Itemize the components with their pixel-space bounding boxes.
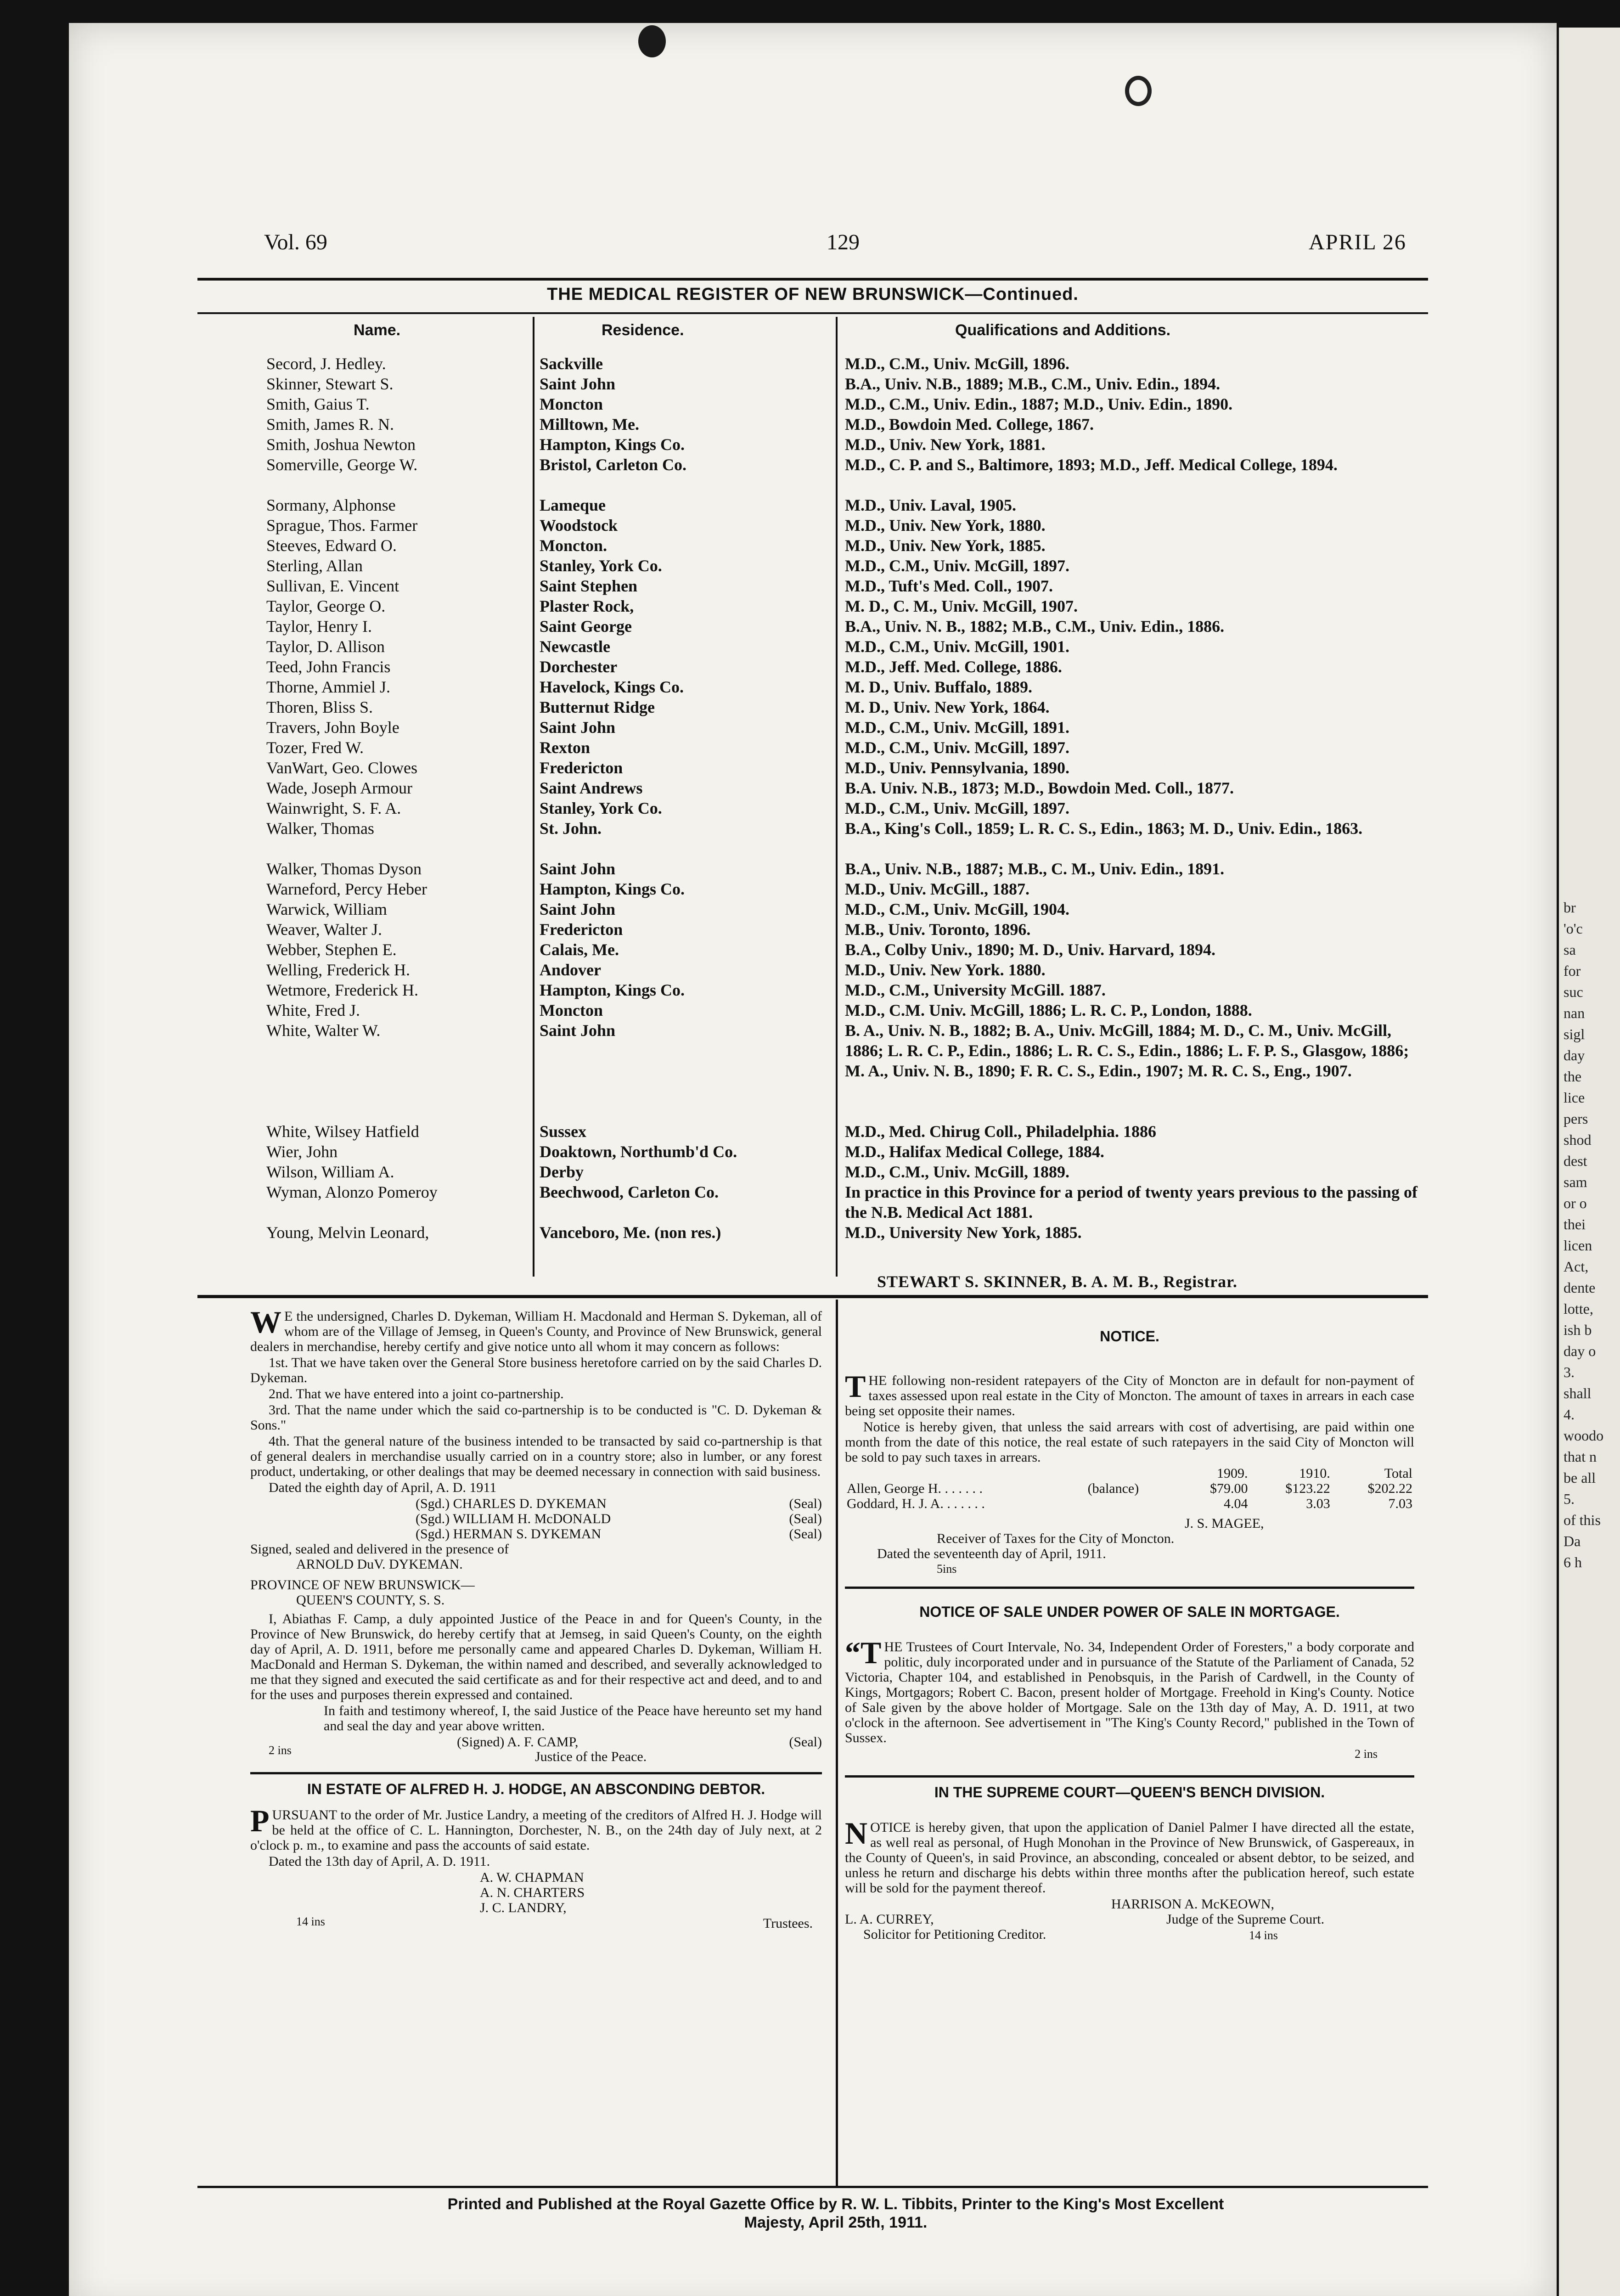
- register-name: Smith, Joshua Newton: [266, 435, 416, 454]
- moncton-notice: NOTICE. THE following non-resident ratepayers of the City of Moncton are in default for non-payment of taxes assessed upon real estate in the City of Moncton. The amount of taxes in arrears in each case being set opposite their names. Notice is hereby given, that unless the said arrears with cost of advertising, are paid within one month from the date of this notice, the real estate of such ratepayers in the said City of Moncton will be sold to pay such taxes in arrears. 1909. 1910. Total Allen, George H. . . . . . . (balance) $79.00 $123.22 $202.22 Goddard, H. J. A. . . . . . . 4.04 3.03 7.03 J. S. MAGEE, Receiver of Taxes for the City of Moncton. Dated the seventeenth day of April, 1911. 5ins: [845, 1328, 1414, 1576]
- register-qualification: M.D., Univ. Pennsylvania, 1890.: [845, 759, 1070, 777]
- edge-text-fragment: dest: [1564, 1153, 1587, 1169]
- volume-number: Vol. 69: [264, 230, 327, 254]
- register-residence: Saint Andrews: [540, 779, 643, 797]
- register-name: Wier, John: [266, 1142, 338, 1161]
- edge-text-fragment: ish b: [1564, 1322, 1592, 1338]
- supreme-court-notice: IN THE SUPREME COURT—QUEEN'S BENCH DIVISION. NOTICE is hereby given, that upon the application of Daniel Palmer I have directed all the estate, as well real as personal, of Hugh Monohan in the Province of New Brunswick, of Gaspereaux, in the County of Queen's, in said Province, an absconding, concealed or absent debtor, to be seized, and unless he return and discharge his debts within three months after the publication hereof, such estate will be sold for the payment thereof. HARRISON A. McKEOWN, L. A. CURREY, Judge of the Supreme Court. Solicitor for Petitioning Creditor. 14 ins: [845, 1784, 1414, 1942]
- register-residence: Havelock, Kings Co.: [540, 678, 684, 696]
- drop-cap: W: [250, 1305, 281, 1339]
- register-residence: St. John.: [540, 819, 602, 838]
- register-qualification: M.D., Univ. New York, 1885.: [845, 536, 1046, 555]
- register-residence: Woodstock: [540, 516, 618, 535]
- register-residence: Hampton, Kings Co.: [540, 981, 685, 999]
- hodge-notice: IN ESTATE OF ALFRED H. J. HODGE, AN ABSCONDING DEBTOR. PURSUANT to the order of Mr. Justice Landry, a meeting of the creditors of Alfred H. J. Hodge will be held at the office of C. L. Hannington, Dorchester, N. B., on the 24th day of July next, at 2 o'clock p. m., to examine and pass the accounts of said estate. Dated the 13th day of April, A. D. 1911. A. W. CHAPMAN A. N. CHARTERS J. C. LANDRY, 14 ins Trustees.: [250, 1781, 822, 1931]
- register-qualification: In practice in this Province for a period of twenty years previous to the passing of the N.B. Medical Act 1881.: [845, 1183, 1418, 1221]
- register-name: Skinner, Stewart S.: [266, 375, 394, 393]
- edge-text-fragment: shall: [1564, 1385, 1592, 1401]
- register-name: Sterling, Allan: [266, 557, 363, 575]
- edge-text-fragment: day: [1564, 1047, 1585, 1064]
- register-residence: Saint John: [540, 718, 616, 737]
- imprint: Printed and Published at the Royal Gazette Office by R. W. L. Tibbits, Printer to the King's Most Excellent Majesty, April 25th, 1911.: [447, 2195, 1224, 2231]
- register-name: Welling, Frederick H.: [266, 961, 411, 979]
- table-header-row: 1909. 1910. Total: [1217, 1466, 1412, 1481]
- register-name: Young, Melvin Leonard,: [266, 1223, 429, 1242]
- edge-text-fragment: nan: [1564, 1005, 1585, 1021]
- moncton-title: NOTICE.: [1100, 1328, 1159, 1345]
- register-qualification: M.D., Med. Chirug Coll., Philadelphia. 1886: [845, 1122, 1157, 1141]
- edge-text-fragment: sa: [1564, 941, 1576, 958]
- register-name: Warneford, Percy Heber: [266, 880, 427, 898]
- binding-ring: [1125, 76, 1152, 106]
- register-name: Thoren, Bliss S.: [266, 698, 373, 716]
- edge-text-fragment: 4.: [1564, 1406, 1575, 1423]
- dykeman-notice: W E the undersigned, Charles D. Dykeman, William H. Macdonald and Herman S. Dykeman, all of whom are of the Village of Jemseg, in Queen's County, and Province of New Brunswick, general dealers in merchandise, hereby certify and give notice unto all whom it may concern as follows: 1st. That we have taken over the General Store business heretofore carried on by the said Charles D. Dykeman. 2nd. That we have entered into a joint co-partnership. 3rd. That the name under which the said co-partnership is to be conducted is "C. D. Dykeman & Sons." 4th. That the general nature of the business intended to be transacted by said co-partnership is that of general dealers in merchandise usually carried on in a country store; also in lumber, or any forest product, undertaking, or other dealings that may be deemed necessary in connection with said business. Dated the eighth day of April, A. D. 1911 (Sgd.) CHARLES D. DYKEMAN (Seal) (Sgd.) WILLIAM H. McDONALD (Seal) (Sgd.) HERMAN S. DYKEMAN (Seal) Signed, sealed and delivered in the presence of ARNOLD DuV. DYKEMAN. PROVINCE OF NEW BRUNSWICK— QUEEN'S COUNTY, S. S. I, Abiathas F. Camp, a duly appointed Justice of the Peace in and for Queen's County, in the Province of New Brunswick, do hereby certify that at Jemseg, in said Queen's County, on the eighth day of April, A. D. 1911, before me personally came and appeared Charles D. Dykeman, William H. MacDonald and Herman S. Dykeman, the within named and described, and severally acknowledged to me that they signed and executed the said certificate as and for their respective act and deed, and to and for the uses and purposes therein expressed and contained. In faith and testimony whereof, I, the said Justice of the Peace have hereunto set my hand and seal the day and year above written. 2 ins (Signed) A. F. CAMP, (Seal) Justice of the Peace.: [250, 1305, 822, 1764]
- edge-text-fragment: dente: [1564, 1279, 1596, 1296]
- register-residence: Fredericton: [540, 759, 623, 777]
- table-row: Allen, George H. . . . . . . (balance) $79.00 $123.22 $202.22: [847, 1481, 1412, 1496]
- section-divider: [197, 1295, 1428, 1298]
- column-header-name: Name.: [354, 321, 401, 339]
- edge-text-fragment: for: [1564, 962, 1581, 979]
- register-qualification: M.D., C.M., Univ. McGill, 1897.: [845, 799, 1069, 817]
- register-name: Wetmore, Frederick H.: [266, 981, 418, 999]
- register-qualification: B.A., Univ. N.B., 1889; M.B., C.M., Univ. Edin., 1894.: [845, 375, 1221, 393]
- register-name: Thorne, Ammiel J.: [266, 678, 390, 696]
- register-name: White, Wilsey Hatfield: [266, 1122, 419, 1141]
- edge-text-fragment: licen: [1564, 1237, 1592, 1254]
- register-name: Sullivan, E. Vincent: [266, 577, 399, 595]
- register-residence: Saint John: [540, 860, 616, 878]
- register-residence: Calais, Me.: [540, 940, 619, 959]
- register-name: Taylor, George O.: [266, 597, 386, 615]
- edge-text-fragment: 5.: [1564, 1491, 1575, 1507]
- register-qualifications: [845, 354, 1423, 1243]
- register-names: [266, 354, 523, 1243]
- register-name: Travers, John Boyle: [266, 718, 399, 737]
- left-lower-column: [250, 1305, 822, 1932]
- edge-text-fragment: suc: [1564, 984, 1583, 1000]
- drop-cap: N: [845, 1816, 868, 1851]
- register-qualification: M.D., Univ. McGill., 1887.: [845, 880, 1029, 898]
- register-name: Tozer, Fred W.: [266, 738, 364, 757]
- register-name: Steeves, Edward O.: [266, 536, 397, 555]
- column-header-residence: Residence.: [602, 321, 684, 339]
- register-name: Wade, Joseph Armour: [266, 779, 413, 797]
- register-qualification: M.D., C.M., University McGill. 1887.: [845, 981, 1106, 999]
- register-qualification: M.D., Halifax Medical College, 1884.: [845, 1142, 1104, 1161]
- register-qualification: M.D., C.M., Univ. McGill, 1897.: [845, 738, 1069, 757]
- edge-text-fragment: lice: [1564, 1089, 1585, 1106]
- register-qualification: M.D., C.M. Univ. McGill, 1886; L. R. C. P., London, 1888.: [845, 1001, 1252, 1019]
- register-name: Teed, John Francis: [266, 658, 391, 676]
- register-name: Wilson, William A.: [266, 1163, 394, 1181]
- signer-line: (Sgd.) WILLIAM H. McDONALD (Seal): [416, 1511, 822, 1526]
- edge-text-fragment: the: [1564, 1068, 1582, 1085]
- lower-column-divider: [836, 1300, 838, 2186]
- register-residence: Saint George: [540, 617, 632, 636]
- edge-text-fragment: of this: [1564, 1512, 1601, 1528]
- register-name: White, Fred J.: [266, 1001, 360, 1019]
- drop-cap: P: [250, 1803, 270, 1838]
- adjacent-page-edge: [1559, 28, 1620, 2296]
- register-name: Taylor, D. Allison: [266, 637, 385, 656]
- register-qualification: M.D., Univ. New York, 1880.: [845, 516, 1046, 535]
- register-qualification: M.D., Tuft's Med. Coll., 1907.: [845, 577, 1053, 595]
- register-residence: Derby: [540, 1163, 584, 1181]
- notice-rule: [250, 1772, 822, 1774]
- footer-rule: [197, 2186, 1428, 2188]
- register-name: Smith, James R. N.: [266, 415, 394, 433]
- register-qualification: M. D., Univ. Buffalo, 1889.: [845, 678, 1033, 696]
- register-name: VanWart, Geo. Clowes: [266, 759, 418, 777]
- register-residence: Bristol, Carleton Co.: [540, 456, 686, 474]
- register-name: Walker, Thomas Dyson: [266, 860, 422, 878]
- register-residence: Dorchester: [540, 658, 618, 676]
- register-name: Wainwright, S. F. A.: [266, 799, 401, 817]
- register-name: Webber, Stephen E.: [266, 940, 397, 959]
- register-residence: Sackville: [540, 355, 603, 373]
- column-header-qualifications: Qualifications and Additions.: [955, 321, 1171, 339]
- register-residence: Rexton: [540, 738, 590, 757]
- register-name: Walker, Thomas: [266, 819, 374, 838]
- register-qualification: B.A., King's Coll., 1859; L. R. C. S., Edin., 1863; M. D., Univ. Edin., 1863.: [845, 819, 1363, 838]
- register-qualification: M.D., University New York, 1885.: [845, 1223, 1082, 1242]
- binding-hole: [638, 25, 666, 57]
- register-residence: Saint John: [540, 375, 616, 393]
- register-residence: Vanceboro, Me. (non res.): [540, 1223, 721, 1242]
- mortgage-title: NOTICE OF SALE UNDER POWER OF SALE IN MORTGAGE.: [919, 1604, 1340, 1620]
- register-qualification: M.D., C.M., Univ. McGill, 1896.: [845, 355, 1069, 373]
- register-qualification: M. D., Univ. New York, 1864.: [845, 698, 1050, 716]
- register-residence: Saint Stephen: [540, 577, 638, 595]
- register-qualification: B. A., Univ. N. B., 1882; B. A., Univ. McGill, 1884; M. D., C. M., Univ. McGill, 1886; L. R. C. P., Edin., 1886; L. R. C. S., Edin., 1886; L. F. P. S., Glasgow, 1886; M. A., Univ. N. B., 1890; F. R. C. S., Edin., 1907; M. R. C. S., Eng., 1907.: [845, 1021, 1409, 1080]
- register-qualification: B.A. Univ. N.B., 1873; M.D., Bowdoin Med. Coll., 1877.: [845, 779, 1234, 797]
- register-residence: Fredericton: [540, 920, 623, 939]
- register-qualification: M.D., Univ. Laval, 1905.: [845, 496, 1017, 514]
- register-name: Taylor, Henry I.: [266, 617, 372, 636]
- register-qualification: M.D., Jeff. Med. College, 1886.: [845, 658, 1062, 676]
- signer-line: (Sgd.) CHARLES D. DYKEMAN (Seal): [416, 1496, 822, 1511]
- register-name: Smith, Gaius T.: [266, 395, 370, 413]
- drop-cap: “T: [845, 1635, 882, 1670]
- register-name: Wyman, Alonzo Pomeroy: [266, 1183, 438, 1201]
- register-qualification: M.D., Univ. New York, 1881.: [845, 435, 1046, 454]
- register-residence: Sussex: [540, 1122, 587, 1141]
- edge-text-fragment: woodo: [1564, 1427, 1604, 1444]
- signer-line: (Sgd.) HERMAN S. DYKEMAN (Seal): [416, 1526, 822, 1542]
- edge-text-fragment: Da: [1564, 1533, 1581, 1549]
- edge-text-fragment: 6 h: [1564, 1554, 1582, 1570]
- tax-arrears-table: [845, 1466, 1414, 1511]
- title-rule: [197, 312, 1428, 314]
- register-name: Secord, J. Hedley.: [266, 355, 386, 373]
- edge-text-fragment: sam: [1564, 1174, 1587, 1190]
- edge-text-fragment: be all: [1564, 1469, 1596, 1486]
- page-number: 129: [827, 230, 860, 254]
- edge-text-fragment: shod: [1564, 1131, 1592, 1148]
- register-qualification: M.D., C.M., Univ. McGill, 1891.: [845, 718, 1069, 737]
- register-residence: Newcastle: [540, 637, 610, 656]
- register-residence: Doaktown, Northumb'd Co.: [540, 1142, 737, 1161]
- hodge-title: IN ESTATE OF ALFRED H. J. HODGE, AN ABSCONDING DEBTOR.: [307, 1781, 765, 1797]
- register-name: Warwick, William: [266, 900, 387, 918]
- register-qualification: B.A., Colby Univ., 1890; M. D., Univ. Harvard, 1894.: [845, 940, 1216, 959]
- register-residence: Beechwood, Carleton Co.: [540, 1183, 719, 1201]
- court-title: IN THE SUPREME COURT—QUEEN'S BENCH DIVISION.: [934, 1784, 1325, 1801]
- edge-text-fragment: that n: [1564, 1448, 1597, 1465]
- register-residence: Hampton, Kings Co.: [540, 880, 685, 898]
- register-residence: Butternut Ridge: [540, 698, 655, 716]
- register-title: THE MEDICAL REGISTER OF NEW BRUNSWICK—Continued.: [547, 285, 1079, 304]
- registrar-signature: STEWART S. SKINNER, B. A. M. B., Registrar.: [877, 1272, 1238, 1291]
- register-qualification: M.B., Univ. Toronto, 1896.: [845, 920, 1031, 939]
- register-qualification: B.A., Univ. N. B., 1882; M.B., C.M., Univ. Edin., 1886.: [845, 617, 1225, 636]
- register-residence: Andover: [540, 961, 601, 979]
- register-name: Sprague, Thos. Farmer: [266, 516, 418, 535]
- register-residence: Hampton, Kings Co.: [540, 435, 685, 454]
- register-residence: Moncton: [540, 395, 603, 413]
- drop-cap: T: [845, 1369, 866, 1404]
- edge-text-fragment: 'o'c: [1564, 920, 1583, 937]
- register-qualification: M.D., C.M., Univ. McGill, 1889.: [845, 1163, 1069, 1181]
- register-residence: Milltown, Me.: [540, 415, 639, 433]
- register-qualification: M. D., C. M., Univ. McGill, 1907.: [845, 597, 1078, 615]
- register-qualification: M.D., C.M., Univ. McGill, 1904.: [845, 900, 1069, 918]
- register-residence: Saint John: [540, 1021, 616, 1040]
- edge-text-fragment: 3.: [1564, 1364, 1575, 1380]
- register-name: Weaver, Walter J.: [266, 920, 382, 939]
- edge-text-fragment: day o: [1564, 1343, 1596, 1359]
- register-residence: Saint John: [540, 900, 616, 918]
- edge-text-fragment: or o: [1564, 1195, 1587, 1211]
- register-name: White, Walter W.: [266, 1021, 381, 1040]
- register-qualification: M.D., C.M., Univ. McGill, 1901.: [845, 637, 1069, 656]
- register-name: Somerville, George W.: [266, 456, 418, 474]
- issue-date: APRIL 26: [1309, 230, 1406, 254]
- edge-text-fragment: br: [1564, 899, 1576, 916]
- edge-text-fragment: thei: [1564, 1216, 1586, 1232]
- header-rule: [197, 278, 1428, 281]
- register-qualification: M.D., C.M., Univ. Edin., 1887; M.D., Univ. Edin., 1890.: [845, 395, 1233, 413]
- register-qualification: M.D., Univ. New York. 1880.: [845, 961, 1046, 979]
- table-row: Goddard, H. J. A. . . . . . . 4.04 3.03 7.03: [847, 1496, 1412, 1511]
- register-residence: Moncton.: [540, 536, 607, 555]
- register-residence: Lameque: [540, 496, 606, 514]
- right-lower-column: [845, 1309, 1414, 1947]
- notice-rule: [845, 1775, 1414, 1778]
- register-qualification: M.D., C. P. and S., Baltimore, 1893; M.D., Jeff. Medical College, 1894.: [845, 456, 1338, 474]
- register-qualification: M.D., C.M., Univ. McGill, 1897.: [845, 557, 1069, 575]
- column-divider-1: [533, 317, 534, 1277]
- notice-rule: [845, 1587, 1414, 1589]
- mortgage-sale-notice: NOTICE OF SALE UNDER POWER OF SALE IN MORTGAGE. “THE Trustees of Court Intervale, No. 34, Independent Order of Foresters," a body corporate and politic, duly incorporated under and in pursuance of the Statute of the Parliament of Canada, 52 Victoria, Chapter 104, and established in Penobsquis, in the Parish of Cardwell, in the County of Kings, Mortgagors; Robert C. Bacon, present holder of Mortgage. Freehold in King's County. Notice of Sale given by the above holder of Mortgage. Sale on the 13th day of May, A. D. 1911, at two o'clock in the afternoon. See advertisement in "The King's County Record," published in the Town of Sussex. 2 ins: [845, 1604, 1414, 1761]
- edge-text-fragment: pers: [1564, 1110, 1588, 1127]
- edge-text-fragment: lotte,: [1564, 1300, 1593, 1317]
- register-residence: Moncton: [540, 1001, 603, 1019]
- register-residence: Plaster Rock,: [540, 597, 634, 615]
- register-qualification: M.D., Bowdoin Med. College, 1867.: [845, 415, 1094, 433]
- edge-text-fragment: Act,: [1564, 1258, 1589, 1275]
- register-name: Sormany, Alphonse: [266, 496, 396, 514]
- register-qualification: B.A., Univ. N.B., 1887; M.B., C. M., Univ. Edin., 1891.: [845, 860, 1225, 878]
- edge-text-fragment: sigl: [1564, 1026, 1585, 1042]
- register-residence: Stanley, York Co.: [540, 557, 662, 575]
- register-residences: [540, 354, 829, 1243]
- column-divider-2: [836, 317, 838, 1277]
- register-residence: Stanley, York Co.: [540, 799, 662, 817]
